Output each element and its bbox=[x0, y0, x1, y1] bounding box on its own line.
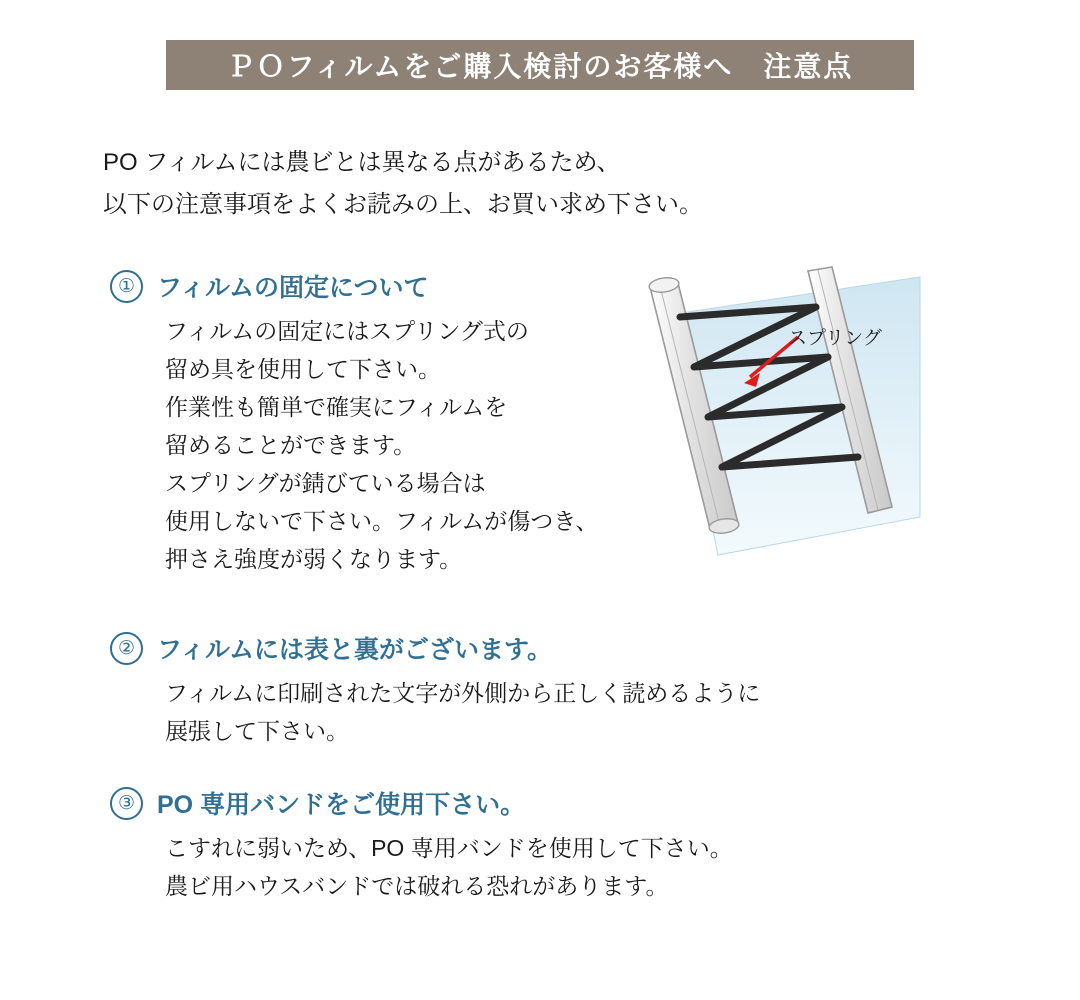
section-3-line-2: 農ビ用ハウスバンドでは破れる恐れがあります。 bbox=[165, 873, 669, 899]
section-2-line-1: フィルムに印刷された文字が外側から正しく読めるように bbox=[165, 680, 761, 706]
section-2-number: ② bbox=[110, 632, 143, 665]
section-po-band bbox=[110, 785, 940, 905]
section-1-line-2: 留め具を使用して下さい。 bbox=[165, 356, 441, 382]
header-banner-title: ＰＯフィルムをご購入検討のお客様へ 注意点 bbox=[226, 51, 854, 82]
intro-paragraph bbox=[103, 142, 903, 226]
section-1-line-7: 押さえ強度が弱くなります。 bbox=[165, 546, 463, 572]
section-3-line-1: こすれに弱いため、PO 専用バンドを使用して下さい。 bbox=[165, 835, 733, 861]
section-2-heading bbox=[110, 630, 910, 666]
spring-clip-illustration bbox=[620, 255, 950, 575]
section-1-line-3: 作業性も簡単で確実にフィルムを bbox=[165, 394, 508, 420]
spring-clip-diagram bbox=[620, 255, 950, 575]
spring-label: スプリング bbox=[788, 328, 882, 349]
section-3-title: PO 専用バンドをご使用下さい。 bbox=[157, 791, 526, 819]
intro-line-2: 以下の注意事項をよくお読みの上、お買い求め下さい。 bbox=[103, 191, 703, 218]
section-film-fixing bbox=[110, 268, 670, 578]
section-1-heading bbox=[110, 268, 670, 304]
section-1-line-4: 留めることができます。 bbox=[165, 432, 417, 458]
section-1-title: フィルムの固定について bbox=[157, 274, 429, 302]
section-3-number: ③ bbox=[110, 787, 143, 820]
header-banner bbox=[166, 40, 914, 90]
section-1-line-6: 使用しないで下さい。フィルムが傷つき、 bbox=[165, 508, 599, 534]
section-3-heading bbox=[110, 785, 940, 821]
section-1-number: ① bbox=[110, 270, 143, 303]
section-front-back bbox=[110, 630, 910, 750]
section-2-title: フィルムには表と裏がございます。 bbox=[157, 636, 553, 664]
section-1-line-1: フィルムの固定にはスプリング式の bbox=[165, 318, 529, 344]
section-2-body bbox=[165, 674, 910, 750]
intro-line-1: PO フィルムには農ビとは異なる点があるため、 bbox=[103, 149, 621, 176]
section-3-body bbox=[165, 829, 940, 905]
section-1-body bbox=[165, 312, 670, 578]
section-1-line-5: スプリングが錆びている場合は bbox=[165, 470, 486, 496]
section-2-line-2: 展張して下さい。 bbox=[165, 718, 349, 744]
